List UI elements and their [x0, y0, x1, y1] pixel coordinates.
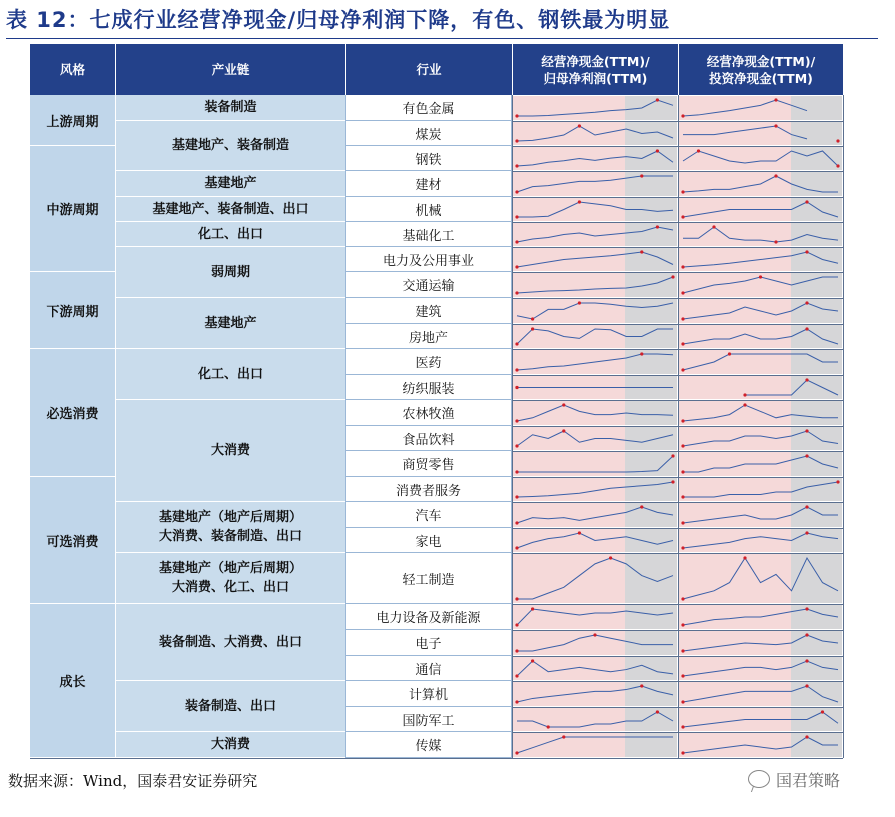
sparkline-invest — [679, 198, 842, 221]
sparkline-invest — [679, 122, 842, 145]
chain-cell — [115, 732, 345, 758]
sparkline-marker — [578, 124, 581, 127]
industry-cell: 国防军工 — [345, 707, 512, 732]
sparkline-marker — [805, 378, 808, 381]
bg-period-b — [625, 452, 677, 476]
chain-cell — [115, 197, 345, 222]
bg-period-b — [791, 657, 842, 680]
chain-cell — [115, 553, 345, 604]
wechat-bubble-icon — [748, 770, 770, 788]
bg-period-a — [679, 376, 791, 399]
industry-cell: 交通运输 — [345, 272, 512, 298]
sparkline-net-profit — [513, 122, 677, 145]
sparkline-marker — [774, 174, 777, 177]
sparkline-net-profit — [513, 325, 677, 348]
sparkline-marker — [681, 521, 684, 524]
sparkline-marker — [515, 368, 518, 371]
table-bottom-rule — [30, 758, 843, 759]
sparkline-marker — [515, 444, 518, 447]
table-title: 表 12：七成行业经营净现金/归母净利润下降，有色、钢铁最为明显 — [6, 8, 671, 32]
sparkline-invest — [679, 376, 842, 399]
sparkline-marker — [578, 531, 581, 534]
sparkline-marker — [515, 674, 518, 677]
sparkline-marker — [681, 419, 684, 422]
bg-period-b — [791, 554, 842, 603]
bg-period-b — [625, 273, 677, 297]
sparkline-invest — [679, 248, 842, 271]
column-divider — [512, 95, 513, 758]
bg-period-a — [679, 325, 791, 348]
sparkline-marker — [547, 725, 550, 728]
bg-period-b — [625, 248, 677, 271]
header-chart1-line1: 经营净现金(TTM)/ — [541, 53, 650, 69]
bg-period-a — [679, 147, 791, 170]
industry-cell: 钢铁 — [345, 146, 512, 171]
sparkline-marker — [681, 342, 684, 345]
bg-period-b — [791, 427, 842, 450]
sparkline-marker — [640, 174, 643, 177]
header-style: 风格 — [30, 44, 115, 95]
sparkline-invest — [679, 631, 842, 655]
industry-cell: 计算机 — [345, 681, 512, 707]
bg-period-a — [679, 682, 791, 706]
bg-period-b — [791, 198, 842, 221]
sparkline-net-profit — [513, 554, 677, 603]
chain-cell — [115, 222, 345, 247]
sparkline-marker — [640, 352, 643, 355]
chain-cell — [115, 95, 345, 121]
sparkline-marker — [515, 291, 518, 294]
chain-label-line: 基建地产 — [204, 176, 257, 191]
source-note: 数据来源：Wind，国泰君安证券研究 — [8, 772, 258, 790]
sparkline-marker — [821, 710, 824, 713]
sparkline-marker — [562, 735, 565, 738]
sparkline-net-profit — [513, 733, 677, 757]
sparkline-marker — [743, 393, 746, 396]
header-chart2 — [679, 44, 843, 95]
sparkline-net-profit — [513, 529, 677, 552]
sparkline-marker — [681, 725, 684, 728]
sparkline-invest — [679, 96, 842, 120]
sparkline-net-profit — [513, 147, 677, 170]
sparkline-marker — [515, 139, 518, 142]
bg-period-b — [791, 605, 842, 629]
bg-period-b — [791, 452, 842, 476]
sparkline-marker — [515, 265, 518, 268]
industry-cell: 医药 — [345, 349, 512, 375]
bg-period-b — [625, 122, 677, 145]
sparkline-marker — [515, 342, 518, 345]
bg-period-a — [513, 529, 625, 552]
sparkline-marker — [681, 114, 684, 117]
industry-cell: 轻工制造 — [345, 553, 512, 604]
sparkline-marker — [515, 470, 518, 473]
sparkline-marker — [681, 190, 684, 193]
sparkline-marker — [681, 470, 684, 473]
bg-period-b — [791, 223, 842, 246]
column-divider — [678, 95, 679, 758]
industry-cell: 电力及公用事业 — [345, 247, 512, 272]
sparkline-marker — [805, 327, 808, 330]
sparkline-net-profit — [513, 401, 677, 425]
sparkline-marker — [681, 623, 684, 626]
chain-label-line: 基建地产、装备制造 — [171, 138, 289, 153]
industry-cell: 电子 — [345, 630, 512, 656]
chain-label-line: 装备制造 — [204, 100, 257, 115]
sparkline-marker — [671, 480, 674, 483]
bg-period-b — [791, 325, 842, 348]
industry-cell: 食品饮料 — [345, 426, 512, 451]
header-chart2-line2: 投资净现金(TTM) — [709, 70, 813, 86]
wechat-logo — [748, 766, 840, 792]
sparkline-marker — [681, 674, 684, 677]
bg-period-b — [625, 478, 677, 501]
sparkline-marker — [640, 684, 643, 687]
sparkline-net-profit — [513, 248, 677, 271]
chain-cell — [115, 502, 345, 553]
bg-period-a — [513, 325, 625, 348]
sparkline-invest — [679, 350, 842, 374]
sparkline-marker — [609, 556, 612, 559]
sparkline-marker — [805, 429, 808, 432]
industry-cell: 建筑 — [345, 298, 512, 324]
sparkline-invest — [679, 682, 842, 706]
chain-cell — [115, 298, 345, 349]
sparkline-net-profit — [513, 708, 677, 731]
chain-label-line: 大消费、化工、出口 — [171, 580, 289, 595]
sparkline-marker — [805, 633, 808, 636]
sparkline-marker — [515, 495, 518, 498]
sparkline-marker — [515, 164, 518, 167]
sparkline-marker — [805, 735, 808, 738]
sparkline-marker — [578, 200, 581, 203]
sparkline-net-profit — [513, 503, 677, 527]
chain-label-line: 基建地产（地产后周期） — [158, 510, 302, 525]
sparkline-marker — [681, 751, 684, 754]
sparkline-invest — [679, 223, 842, 246]
bg-period-a — [513, 273, 625, 297]
chain-label-line: 化工、出口 — [197, 226, 263, 242]
industry-cell: 电力设备及新能源 — [345, 604, 512, 630]
chain-cell — [115, 400, 345, 502]
sparkline-marker — [515, 623, 518, 626]
sparkline-marker — [656, 225, 659, 228]
bg-period-b — [625, 299, 677, 323]
chain-label-line: 装备制造、大消费、出口 — [158, 634, 302, 650]
bg-period-b — [625, 223, 677, 246]
sparkline-marker — [531, 317, 534, 320]
header-chart1-line2: 归母净利润(TTM) — [543, 70, 648, 86]
style-cell: 可选消费 — [30, 477, 115, 604]
sparkline-marker — [836, 480, 839, 483]
chain-label-line: 大消费、装备制造、出口 — [158, 529, 302, 544]
sparkline-marker — [671, 454, 674, 457]
sparkline-net-profit — [513, 452, 677, 476]
sparkline-net-profit — [513, 96, 677, 120]
sparkline-marker — [640, 505, 643, 508]
sparkline-net-profit — [513, 198, 677, 221]
sparkline-invest — [679, 172, 842, 196]
sparkline-invest — [679, 733, 842, 757]
sparkline-marker — [640, 250, 643, 253]
sparkline-marker — [515, 546, 518, 549]
bg-period-a — [513, 122, 625, 145]
header-chart2-line1: 经营净现金(TTM)/ — [706, 53, 816, 69]
chain-label-line: 大消费 — [210, 443, 250, 458]
chain-cell — [115, 681, 345, 732]
bg-period-b — [791, 122, 842, 145]
sparkline-marker — [774, 98, 777, 101]
bg-period-a — [513, 401, 625, 425]
style-cell: 必选消费 — [30, 349, 115, 477]
sparkline-net-profit — [513, 427, 677, 450]
sparkline-marker — [805, 301, 808, 304]
sparkline-marker — [515, 419, 518, 422]
style-cell: 成长 — [30, 604, 115, 758]
industry-cell: 建材 — [345, 171, 512, 197]
style-cell: 上游周期 — [30, 95, 115, 146]
sparkline-marker — [836, 139, 839, 142]
sparkline-marker — [656, 98, 659, 101]
sparkline-net-profit — [513, 273, 677, 297]
bg-period-a — [513, 554, 625, 603]
sparkline-marker — [578, 301, 581, 304]
industry-cell: 通信 — [345, 656, 512, 681]
sparkline-net-profit — [513, 350, 677, 374]
sparkline-marker — [728, 352, 731, 355]
sparkline-invest — [679, 452, 842, 476]
sparkline-invest — [679, 478, 842, 501]
sparkline-marker — [681, 546, 684, 549]
industry-cell: 纺织服装 — [345, 375, 512, 400]
sparkline-marker — [515, 215, 518, 218]
bg-period-a — [679, 273, 791, 297]
sparkline-net-profit — [513, 631, 677, 655]
bg-period-b — [625, 529, 677, 552]
sparkline-marker — [515, 521, 518, 524]
chain-label-line: 弱周期 — [210, 264, 250, 280]
bg-period-a — [679, 478, 791, 501]
chain-cell — [115, 604, 345, 681]
sparkline-net-profit — [513, 376, 677, 399]
sparkline-net-profit — [513, 299, 677, 323]
industry-cell: 基础化工 — [345, 222, 512, 247]
industry-cell: 农林牧渔 — [345, 400, 512, 426]
sparkline-invest — [679, 401, 842, 425]
bg-period-b — [625, 503, 677, 527]
industry-cell: 消费者服务 — [345, 477, 512, 502]
sparkline-marker — [774, 124, 777, 127]
bg-period-a — [679, 401, 791, 425]
bg-period-a — [679, 733, 791, 757]
sparkline-marker — [805, 531, 808, 534]
sparkline-marker — [671, 275, 674, 278]
chain-label-line: 基建地产、装备制造、出口 — [152, 201, 309, 217]
sparkline-marker — [681, 368, 684, 371]
sparkline-marker — [681, 265, 684, 268]
sparkline-marker — [805, 659, 808, 662]
industry-cell: 机械 — [345, 197, 512, 222]
sparkline-invest — [679, 325, 842, 348]
industry-cell: 煤炭 — [345, 121, 512, 146]
bg-period-a — [513, 198, 625, 221]
style-cell: 中游周期 — [30, 146, 115, 272]
bg-period-b — [791, 401, 842, 425]
sparkline-marker — [759, 275, 762, 278]
industry-cell: 商贸零售 — [345, 451, 512, 477]
sparkline-marker — [562, 429, 565, 432]
industry-cell: 家电 — [345, 528, 512, 553]
sparkline-marker — [515, 386, 518, 389]
bg-period-a — [513, 478, 625, 501]
bg-period-a — [679, 223, 791, 246]
bg-period-b — [791, 248, 842, 271]
bg-period-b — [791, 529, 842, 552]
bg-period-a — [679, 631, 791, 655]
chain-label-line: 基建地产（地产后周期） — [158, 561, 302, 576]
chain-cell — [115, 121, 345, 171]
chain-label-line: 化工、出口 — [197, 366, 263, 382]
bg-period-a — [513, 605, 625, 629]
sparkline-net-profit — [513, 478, 677, 501]
sparkline-marker — [515, 649, 518, 652]
sparkline-marker — [805, 607, 808, 610]
sparkline-marker — [681, 291, 684, 294]
sparkline-marker — [515, 240, 518, 243]
sparkline-marker — [656, 149, 659, 152]
bg-period-b — [625, 708, 677, 731]
sparkline-invest — [679, 554, 842, 603]
bg-period-a — [679, 248, 791, 271]
industry-cell: 房地产 — [345, 324, 512, 349]
sparkline-marker — [593, 633, 596, 636]
column-divider — [843, 95, 844, 758]
sparkline-marker — [531, 607, 534, 610]
chain-cell — [115, 247, 345, 298]
sparkline-marker — [515, 597, 518, 600]
bg-period-a — [513, 350, 625, 374]
sparkline-marker — [681, 700, 684, 703]
sparkline-marker — [515, 190, 518, 193]
industry-cell: 有色金属 — [345, 95, 512, 121]
sparkline-invest — [679, 605, 842, 629]
sparkline-marker — [805, 505, 808, 508]
sparkline-marker — [681, 444, 684, 447]
sparkline-invest — [679, 273, 842, 297]
bg-period-a — [679, 503, 791, 527]
chain-label-line: 装备制造、出口 — [184, 698, 276, 714]
sparkline-marker — [681, 597, 684, 600]
sparkline-marker — [805, 200, 808, 203]
sparkline-marker — [531, 327, 534, 330]
sparkline-marker — [562, 403, 565, 406]
sparkline-marker — [515, 751, 518, 754]
logo-text: 国君策略 — [776, 770, 841, 790]
bg-period-a — [513, 172, 625, 196]
sparkline-marker — [656, 710, 659, 713]
header-chain: 产业链 — [116, 44, 345, 95]
sparkline-net-profit — [513, 172, 677, 196]
sparkline-marker — [743, 556, 746, 559]
sparkline-marker — [681, 495, 684, 498]
industry-cell: 传媒 — [345, 732, 512, 758]
sparkline-invest — [679, 503, 842, 527]
bg-period-a — [679, 172, 791, 196]
bg-period-a — [513, 708, 625, 731]
sparkline-invest — [679, 147, 842, 170]
sparkline-invest — [679, 299, 842, 323]
sparkline-marker — [774, 240, 777, 243]
sparkline-marker — [712, 225, 715, 228]
header-industry: 行业 — [346, 44, 512, 95]
sparkline-invest — [679, 708, 842, 731]
sparkline-marker — [515, 700, 518, 703]
sparkline-marker — [805, 684, 808, 687]
bg-period-b — [625, 605, 677, 629]
sparkline-net-profit — [513, 657, 677, 680]
chain-cell — [115, 171, 345, 197]
bg-period-b — [625, 147, 677, 170]
sparkline-invest — [679, 529, 842, 552]
sparkline-marker — [681, 215, 684, 218]
bg-period-b — [625, 657, 677, 680]
sparkline-marker — [681, 317, 684, 320]
sparkline-marker — [805, 454, 808, 457]
bg-period-b — [625, 427, 677, 450]
sparkline-net-profit — [513, 605, 677, 629]
bg-period-a — [679, 605, 791, 629]
sparkline-net-profit — [513, 682, 677, 706]
sparkline-invest — [679, 427, 842, 450]
bg-period-b — [625, 96, 677, 120]
sparkline-marker — [836, 164, 839, 167]
bg-period-b — [791, 147, 842, 170]
sparkline-invest — [679, 657, 842, 680]
bg-period-b — [625, 401, 677, 425]
sparkline-marker — [531, 659, 534, 662]
sparkline-marker — [743, 403, 746, 406]
chain-label-line: 大消费 — [210, 737, 250, 752]
bg-period-a — [679, 96, 791, 120]
bg-period-a — [679, 529, 791, 552]
sparkline-marker — [805, 250, 808, 253]
style-cell: 下游周期 — [30, 272, 115, 349]
chain-label-line: 基建地产 — [204, 315, 257, 331]
sparkline-marker — [515, 114, 518, 117]
sparkline-net-profit — [513, 223, 677, 246]
industry-cell: 汽车 — [345, 502, 512, 528]
sparkline-marker — [697, 149, 700, 152]
chain-cell — [115, 349, 345, 400]
bg-period-a — [679, 122, 791, 145]
bg-period-b — [791, 682, 842, 706]
bg-period-a — [513, 299, 625, 323]
sparkline-marker — [681, 649, 684, 652]
header-chart1 — [513, 44, 678, 95]
